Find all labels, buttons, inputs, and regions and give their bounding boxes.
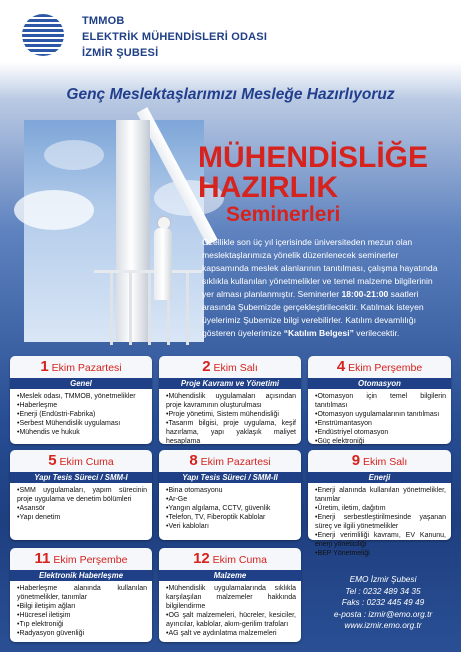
seminar-item: •Tıp elektroniği (17, 621, 64, 628)
contact-phone: Tel : 0232 489 34 35 (345, 585, 421, 596)
seminar-item: •Otomasyon uygulamalarının tanıtılması (315, 411, 440, 418)
seminar-item: •Asansör (17, 505, 46, 512)
contact-info (318, 574, 448, 632)
seminar-items (308, 483, 451, 558)
seminar-item: •Haberleşme alanında kullanılan yönetmelikler, tanımlar (17, 585, 147, 601)
certificate-label: “Katılım Belgesi” (283, 328, 354, 338)
contact-email: e-posta : izmir@emo.org.tr (333, 608, 433, 619)
seminar-date: 12 Ekim Cuma (193, 550, 267, 567)
contact-name: EMO İzmir Şubesi (349, 574, 417, 584)
seminar-date: 5 Ekim Cuma (48, 452, 114, 469)
seminar-item: •Mühendislik uygulamaları açısından proje kavramının oluşturulması (166, 393, 296, 409)
seminar-date: 2 Ekim Salı (202, 358, 258, 375)
seminar-item: •Enerji (Endüstri-Fabrika) (17, 411, 96, 418)
seminar-card (159, 450, 301, 540)
seminar-item: •Haberleşme (17, 402, 58, 409)
seminar-item: •Enerji alanında kullanılan yönetmelikler, tanımlar (315, 487, 446, 503)
seminar-item: •BEP Yönetmeliği (315, 550, 370, 557)
wind-turbine-photo (24, 120, 204, 342)
seminar-card (308, 356, 451, 444)
seminar-item: •AG şalt ve aydınlatma malzemeleri (166, 630, 277, 637)
seminar-item: •Veri kabloları (166, 523, 209, 530)
description-part-2: saatleri arasında Şubemizde gerçekleştirilecektir. Katılmak isteyen üyelerimiz Şubemize bilgi verebilirler. Katılım devamlılığı gösteren üyelerimize (202, 289, 424, 338)
seminar-topic: Otomasyon (308, 378, 451, 389)
seminar-card (308, 450, 451, 557)
technician-figure (152, 216, 174, 300)
seminar-item: •Ar-Ge (166, 496, 188, 503)
seminar-topic: Yapı Tesis Süreci / SMM-II (159, 472, 301, 483)
seminar-items (10, 483, 152, 522)
seminar-item: •Otomasyon için temel bilgilerin tanıtılması (315, 393, 446, 409)
seminar-item: •Serbest Mühendislik uygulaması (17, 420, 121, 427)
seminar-item: •Enerji verimliliği kavramı, EV Kanunu, enerji yöneticiliği (315, 532, 446, 548)
seminar-item: •Proje yönetimi, Sistem mühendisliği (166, 411, 279, 418)
org-line-3: İZMİR ŞUBESİ (82, 47, 159, 59)
seminar-time: 18:00-21:00 (341, 289, 389, 299)
seminar-items (159, 483, 301, 531)
contact-fax: Faks : 0232 445 49 49 (341, 597, 425, 607)
seminar-item: •Telefon, TV, Fiberoptik Kablolar (166, 514, 266, 521)
seminar-item: •Tasarım bilgisi, proje uygulama, keşif hazırlama, yapı yaklaşık maliyet hesaplama (166, 420, 296, 445)
seminar-item: •SMM uygulamaları, yapım sürecinin proje uygulama ve denetim bölümleri (17, 487, 147, 503)
seminar-item: •Meslek odası, TMMOB, yönetmelikler (17, 393, 136, 400)
seminar-item: •Mühendis ve hukuk (17, 429, 80, 436)
seminar-items (159, 581, 301, 638)
seminar-card (159, 356, 301, 444)
seminar-item: •Endüstriyel otomasyon (315, 429, 389, 436)
org-line-1: TMMOB (82, 15, 125, 27)
seminar-item: •Hücresel iletişim (17, 612, 71, 619)
description (202, 236, 442, 340)
org-name (82, 13, 267, 61)
seminar-topic: Enerji (308, 472, 451, 483)
headline: Genç Meslektaşlarımızı Mesleğe Hazırlıyoruz (66, 86, 395, 103)
emo-logo (22, 14, 64, 56)
seminar-items (10, 389, 152, 437)
title-line-2: HAZIRLIK (198, 171, 338, 204)
seminar-items (159, 389, 301, 446)
seminar-item: •Radyasyon güvenliği (17, 630, 85, 637)
seminar-date: 11 Ekim Perşembe (34, 550, 128, 567)
seminar-items (10, 581, 152, 638)
seminar-date: 4 Ekim Perşembe (336, 358, 423, 375)
seminar-item: •Enstrümantasyon (315, 420, 372, 427)
seminar-card (10, 548, 152, 642)
title-line-3: Seminerleri (226, 203, 341, 226)
description-part-1: Özellikle son üç yıl içerisinde üniversiteden mezun olan meslektaşlarımıza yönelik düzenlenecek seminerler kapsamında meslek alanlarının tanıtılması, çalışma hayatında sıklıkla kullanılan yönetmelikler ve temel malzeme bilgilerinin yer alması planlanmıştır. Seminerler (202, 237, 438, 299)
seminar-item: •OG şalt malzemeleri, hücreler, kesiciler, ayırıcılar, kablolar, akım-gerilim trafoları (166, 612, 296, 628)
seminar-card (10, 356, 152, 444)
seminar-card (159, 548, 301, 642)
seminar-topic: Elektronik Haberleşme (10, 570, 152, 581)
description-part-3: verilecektir. (353, 328, 400, 338)
contact-web: www.izmir.emo.org.tr (344, 620, 422, 630)
seminar-date: 1 Ekim Pazartesi (40, 358, 122, 375)
seminar-topic: Yapı Tesis Süreci / SMM-I (10, 472, 152, 483)
seminar-items (308, 389, 451, 446)
seminar-item: •Güç elektroniği (315, 438, 365, 445)
seminar-item: •Yapı denetim (17, 514, 61, 521)
seminar-item: •Mühendislik uygulamalarında sıklıkla karşılaşılan malzemeler hakkında bilgilendirme (166, 585, 296, 610)
seminar-date: 8 Ekim Pazartesi (189, 452, 271, 469)
seminar-item: •Üretim, iletim, dağıtım (315, 505, 386, 512)
seminar-item: •Bilgi iletişim ağları (17, 603, 76, 610)
seminar-item: •Bina otomasyonu (166, 487, 223, 494)
seminar-topic: Malzeme (159, 570, 301, 581)
seminar-topic: Genel (10, 378, 152, 389)
title-line-1: MÜHENDİSLİĞE (198, 141, 429, 174)
seminar-item: •Yangın algılama, CCTV, güvenlik (166, 505, 271, 512)
seminar-date: 9 Ekim Salı (351, 452, 408, 469)
seminar-card (10, 450, 152, 540)
org-line-2: ELEKTRİK MÜHENDİSLERİ ODASI (82, 31, 268, 43)
seminar-item: •Enerji serbestleştirilmesinde yaşanan süreç ve ilgili yönetmelikler (315, 514, 446, 530)
seminar-topic: Proje Kavramı ve Yönetimi (159, 378, 301, 389)
